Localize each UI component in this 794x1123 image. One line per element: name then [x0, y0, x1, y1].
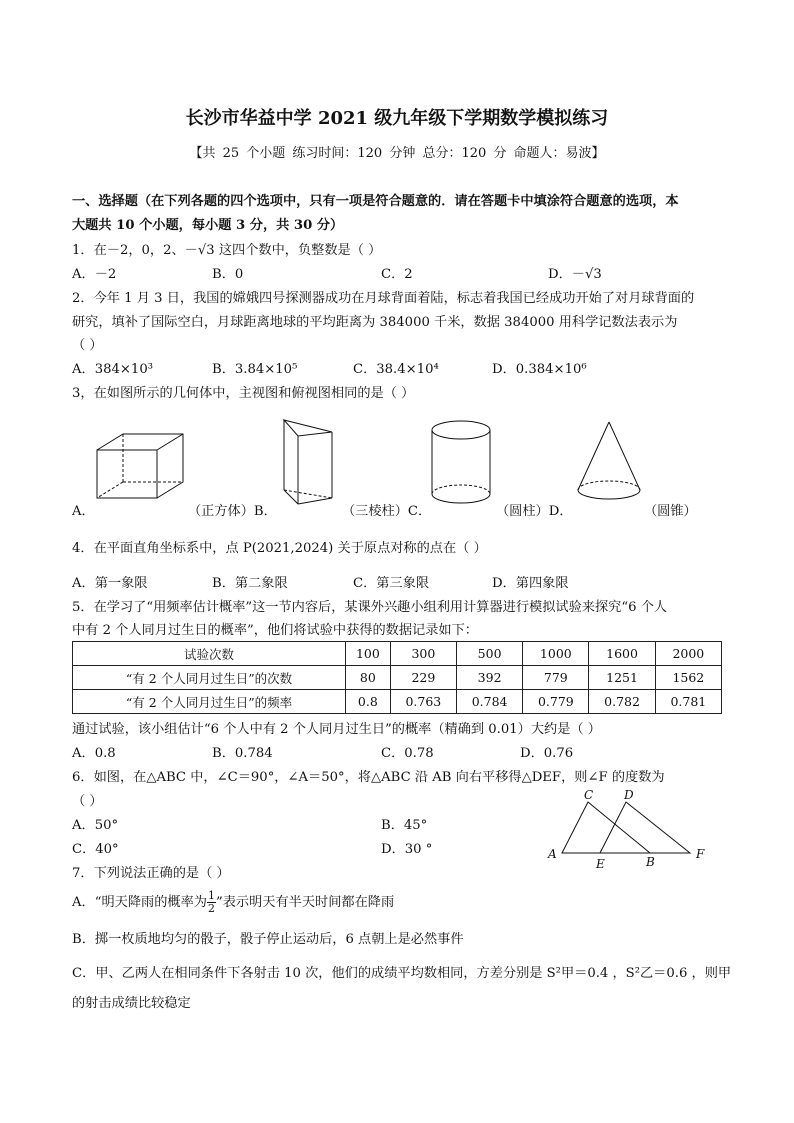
q5-after: 通过试验，该小组估计“6 个人中有 2 个人同月过生日”的概率（精确到 0.01）大约是（ ） — [72, 722, 601, 737]
q2-option-d: D．0.384×10⁶ — [492, 362, 587, 377]
table-cell: 0.763 — [390, 690, 456, 714]
q1-option-b: B．0 — [212, 267, 244, 282]
q5-data-table — [72, 641, 722, 714]
table-cell: 80 — [346, 666, 391, 690]
q4-option-c: C．第三象限 — [353, 576, 430, 591]
q2-option-b: B．3.84×10⁵ — [212, 362, 298, 377]
q1-stem: 1．在－2，0，2、－√3 这四个数中，负整数是（ ） — [72, 243, 382, 258]
table-cell: 300 — [390, 642, 456, 666]
q5-option-d: D．0.76 — [520, 746, 574, 761]
q7-option-c-line1: C．甲、乙两人在相同条件下各射击 10 次，他们的成绩平均数相同，方差分别是 S²甲＝0.4 ，S²乙＝0.6 ，则甲 — [72, 966, 732, 981]
table-cell: 0.784 — [456, 690, 522, 714]
q1-option-d: D．－√3 — [548, 267, 602, 282]
q7-stem: 7．下列说法正确的是（ ） — [72, 866, 230, 881]
section-heading-line2: 大题共 10 个小题，每小题 3 分，共 30 分） — [72, 218, 344, 233]
q7-option-c-line2: 的射击成绩比较稳定 — [72, 996, 191, 1011]
q6-line1: 6．如图，在△ABC 中，∠C＝90°，∠A＝50°，将△ABC 沿 AB 向右平移得△DEF，则∠F 的度数为 — [72, 770, 665, 785]
q5-option-c: C．0.78 — [381, 746, 434, 761]
label-f: F — [696, 847, 705, 861]
label-e: E — [596, 857, 605, 871]
q4-option-d: D．第四象限 — [492, 576, 569, 591]
label-d: D — [624, 788, 634, 802]
q6-option-a: A．50° — [72, 818, 119, 833]
q4-stem: 4．在平面直角坐标系中，点 P(2021,2024) 关于原点对称的点在（ ） — [72, 541, 487, 556]
label-c: C — [584, 788, 594, 802]
q2-option-c: C．38.4×10⁴ — [353, 362, 439, 377]
q3-label-c: （三棱柱）C． — [342, 504, 432, 519]
table-cell: 2000 — [655, 642, 721, 666]
cube-figure — [95, 432, 185, 502]
q5-option-a: A．0.8 — [72, 746, 116, 761]
triangular-prism-figure — [278, 418, 336, 508]
table-cell: “有 2 个人同月过生日”的次数 — [73, 666, 346, 690]
table-cell: 100 — [346, 642, 391, 666]
fraction-denominator: 2 — [207, 902, 215, 915]
table-cell: 0.781 — [655, 690, 721, 714]
label-b: B — [646, 855, 655, 869]
q6-option-b: B．45° — [381, 818, 428, 833]
q3-stem: 3，在如图所示的几何体中，主视图和俯视图相同的是（ ） — [72, 386, 415, 401]
table-cell: 0.8 — [346, 690, 391, 714]
q2-line3: （ ） — [72, 338, 103, 353]
q1-option-a: A．－2 — [72, 267, 117, 282]
fraction-numerator: 1 — [207, 889, 215, 902]
table-cell: 1600 — [589, 642, 655, 666]
table-cell: 试验次数 — [73, 642, 346, 666]
q4-option-a: A．第一象限 — [72, 576, 148, 591]
q7-option-a — [72, 890, 394, 915]
section-heading-line1: 一、选择题（在下列各题的四个选项中，只有一项是符合题意的．请在答题卡中填涂符合题意的选项，本 — [72, 194, 679, 209]
q2-line2: 研究，填补了国际空白，月球距离地球的平均距离为 384000 千米，数据 384000 用科学记数法表示为 — [72, 315, 678, 330]
table-cell: 1000 — [523, 642, 589, 666]
cone-figure — [574, 420, 644, 504]
q6-option-c: C．40° — [72, 842, 119, 857]
table-row — [73, 666, 722, 690]
q3-label-cone: （圆锥） — [644, 504, 697, 519]
cylinder-figure — [428, 418, 494, 508]
table-cell: 779 — [523, 666, 589, 690]
q3-label-a: A． — [72, 504, 95, 519]
page-title: 长沙市华益中学 2021 级九年级下学期数学模拟练习 — [185, 108, 609, 129]
translated-triangles-figure — [540, 788, 720, 874]
table-cell: 1251 — [589, 666, 655, 690]
q6-line2: （ ） — [72, 794, 103, 809]
q5-line1: 5．在学习了“用频率估计概率”这一节内容后，某课外兴趣小组利用计算器进行模拟试验来探究“6 个人 — [72, 600, 668, 615]
q7-option-b: B．掷一枚质地均匀的骰子，骰子停止运动后，6 点朝上是必然事件 — [72, 932, 464, 947]
q7-option-a-post: ”表示明天有半天时间都在降雨 — [215, 895, 395, 910]
q2-line1: 2．今年 1 月 3 日，我国的嫦娥四号探测器成功在月球背面着陆，标志着我国已经成功开始了对月球背面的 — [72, 291, 695, 306]
q3-label-b: （正方体）B． — [188, 504, 277, 519]
table-cell: 1562 — [655, 666, 721, 690]
q5-option-b: B．0.784 — [212, 746, 273, 761]
exam-meta: 【共 25 个小题 练习时间：120 分钟 总分：120 分 命题人：易波】 — [189, 146, 605, 161]
q7-option-a-pre: A．“明天降雨的概率为 — [72, 895, 207, 910]
q6-option-d: D．30 ° — [381, 842, 433, 857]
label-a: A — [548, 847, 557, 861]
table-row — [73, 642, 722, 666]
table-cell: 0.782 — [589, 690, 655, 714]
table-cell: 229 — [390, 666, 456, 690]
q4-option-b: B．第二象限 — [212, 576, 288, 591]
q3-label-d: （圆柱）D． — [496, 504, 573, 519]
table-cell: 392 — [456, 666, 522, 690]
table-row — [73, 690, 722, 714]
table-cell: 0.779 — [523, 690, 589, 714]
table-cell: 500 — [456, 642, 522, 666]
q5-line2: 中有 2 个人同月过生日的概率”，他们将试验中获得的数据记录如下： — [72, 623, 478, 638]
table-cell: “有 2 个人同月过生日”的频率 — [73, 690, 346, 714]
q2-option-a: A．384×10³ — [72, 362, 153, 377]
one-half-fraction — [207, 890, 216, 915]
q1-option-c: C．2 — [381, 267, 413, 282]
